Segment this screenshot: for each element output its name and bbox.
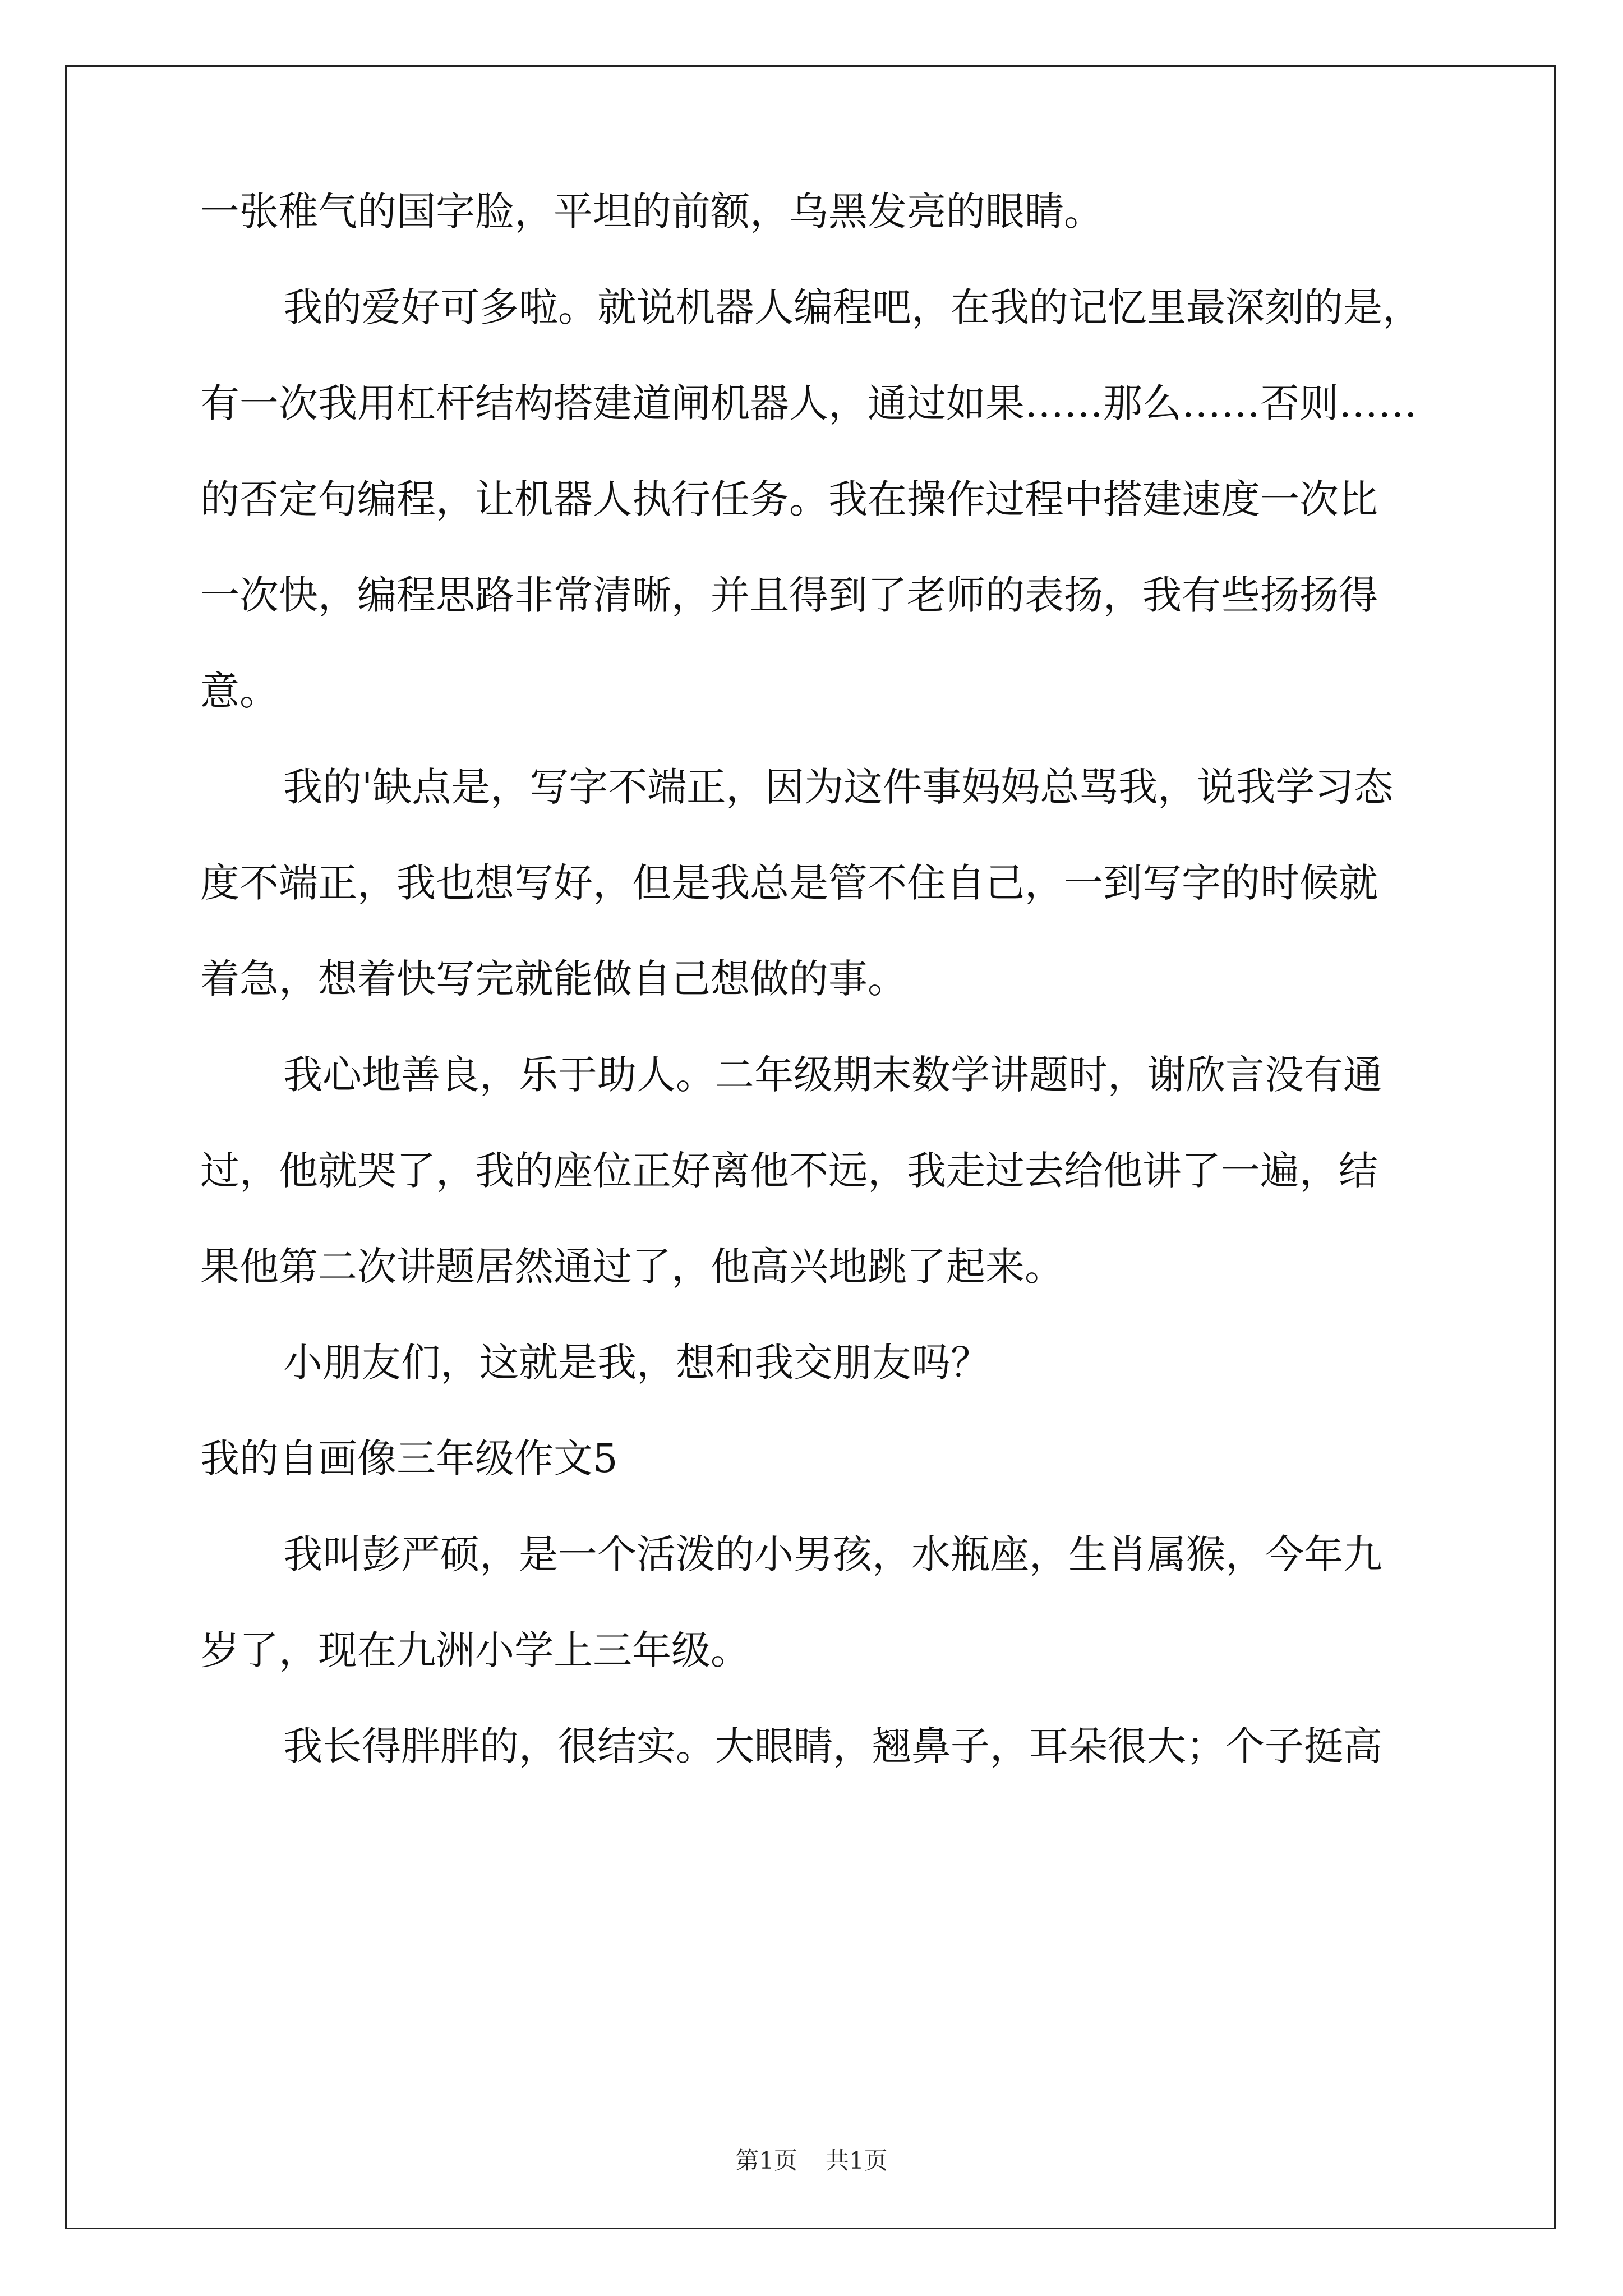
text-line: 岁了，现在九洲小学上三年级。 <box>200 1627 750 1673</box>
text-line: 的否定句编程，让机器人执行任务。我在操作过程中搭建速度一次比 <box>200 476 1378 522</box>
paragraph-line: 我叫彭严硕，是一个活泼的小男孩，水瓶座，生肖属猴，今年九 <box>283 1531 1382 1577</box>
paragraph-line: 我长得胖胖的，很结实。大眼睛，翘鼻子，耳朵很大；个子挺高 <box>283 1723 1382 1769</box>
text-line: 度不端正，我也想写好，但是我总是管不住自己，一到写字的时候就 <box>200 860 1378 906</box>
text-line: 有一次我用杠杆结构搭建道闸机器人，通过如果……那么……否则…… <box>200 380 1417 426</box>
page-number: 第1页 <box>735 2147 797 2174</box>
paragraph-line: 小朋友们，这就是我，想和我交朋友吗？ <box>283 1340 990 1386</box>
paragraph-line: 我的爱好可多啦。就说机器人编程吧，在我的记忆里最深刻的是， <box>283 284 1422 330</box>
section-heading: 我的自画像三年级作文5 <box>200 1435 618 1481</box>
text-line: 意。 <box>200 668 279 714</box>
page-footer <box>0 2145 1623 2177</box>
text-line: 着急，想着快写完就能做自己想做的事。 <box>200 956 907 1002</box>
text-line: 一张稚气的国字脸，平坦的前额，乌黑发亮的眼睛。 <box>200 188 1103 234</box>
text-line: 一次快，编程思路非常清晰，并且得到了老师的表扬，我有些扬扬得 <box>200 572 1378 618</box>
paragraph-line: 我心地善良，乐于助人。二年级期末数学讲题时，谢欣言没有通 <box>283 1052 1382 1098</box>
page-total: 共1页 <box>826 2147 888 2174</box>
paragraph-line: 我的'缺点是，写字不端正，因为这件事妈妈总骂我，说我学习态 <box>283 764 1394 810</box>
text-line: 果他第二次讲题居然通过了，他高兴地跳了起来。 <box>200 1244 1064 1290</box>
text-line: 过，他就哭了，我的座位正好离他不远，我走过去给他讲了一遍，结 <box>200 1148 1378 1194</box>
